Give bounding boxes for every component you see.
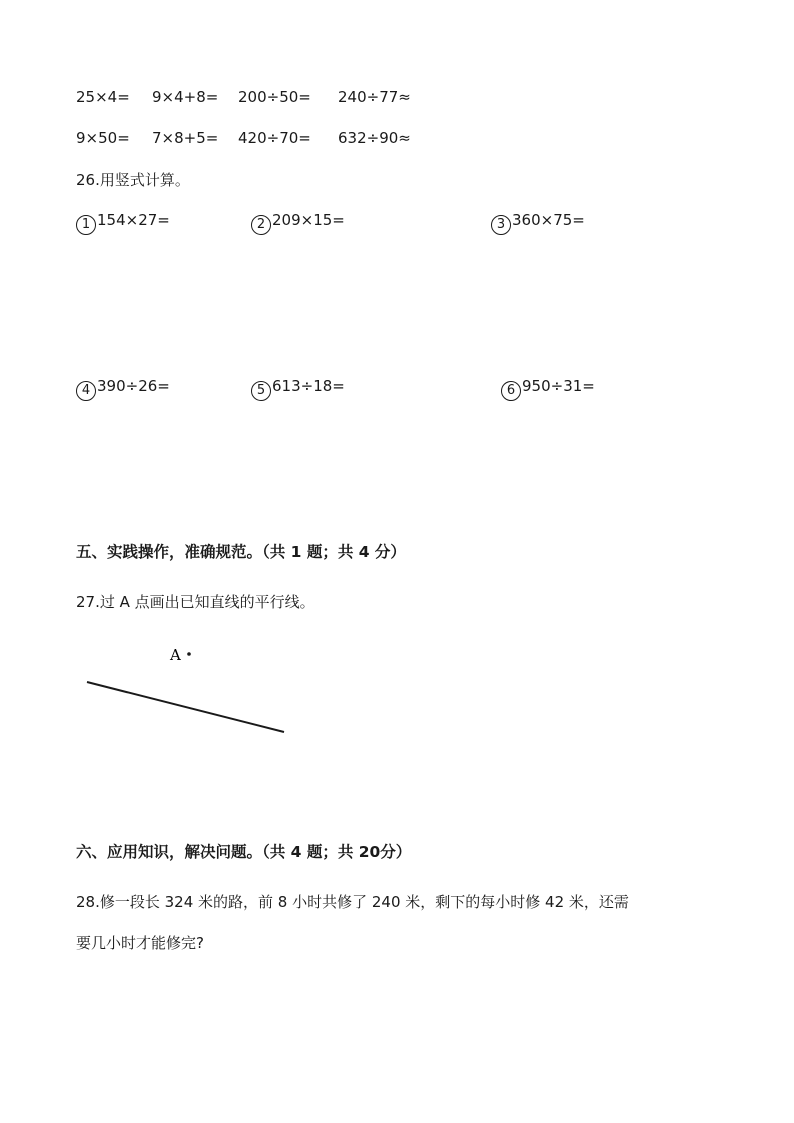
q26-expr: 209×15= xyxy=(272,211,345,229)
calc-r1c4: 240÷77≈ xyxy=(338,88,411,106)
circled-number: 4 xyxy=(76,381,96,401)
circled-number: 2 xyxy=(251,215,271,235)
q26-item xyxy=(501,379,595,401)
q26-expr: 613÷18= xyxy=(272,377,345,395)
calc-r1c2: 9×4+8= xyxy=(152,88,219,106)
q26-item xyxy=(251,379,345,401)
circled-number: 5 xyxy=(251,381,271,401)
q26-expr: 390÷26= xyxy=(97,377,170,395)
parallel-line-figure xyxy=(80,635,290,745)
circled-number: 3 xyxy=(491,215,511,235)
given-line xyxy=(87,682,284,732)
calc-r2c1: 9×50= xyxy=(76,129,130,147)
point-a-label: A xyxy=(170,646,181,664)
circled-number: 6 xyxy=(501,381,521,401)
calc-r2c3: 420÷70= xyxy=(238,129,311,147)
q27-text: 27.过 A 点画出已知直线的平行线。 xyxy=(76,593,315,611)
q26-item xyxy=(491,213,585,235)
point-a-dot xyxy=(187,652,191,656)
q28-line2: 要几小时才能修完? xyxy=(76,934,204,952)
q26-title: 26.用竖式计算。 xyxy=(76,171,190,189)
q26-item xyxy=(76,379,170,401)
q26-expr: 360×75= xyxy=(512,211,585,229)
calc-r1c1: 25×4= xyxy=(76,88,130,106)
calc-r2c4: 632÷90≈ xyxy=(338,129,411,147)
figure-canvas xyxy=(80,635,290,745)
section6-heading: 六、应用知识，解决问题。（共 4 题；共 20分） xyxy=(76,843,412,861)
q26-expr: 950÷31= xyxy=(522,377,595,395)
circled-number: 1 xyxy=(76,215,96,235)
calc-r1c3: 200÷50= xyxy=(238,88,311,106)
q28-line1: 28.修一段长 324 米的路，前 8 小时共修了 240 米，剩下的每小时修 42 米，还需 xyxy=(76,893,629,911)
calc-r2c2: 7×8+5= xyxy=(152,129,219,147)
q26-item xyxy=(76,213,170,235)
section5-heading: 五、实践操作，准确规范。（共 1 题；共 4 分） xyxy=(76,543,406,561)
q26-item xyxy=(251,213,345,235)
q26-expr: 154×27= xyxy=(97,211,170,229)
